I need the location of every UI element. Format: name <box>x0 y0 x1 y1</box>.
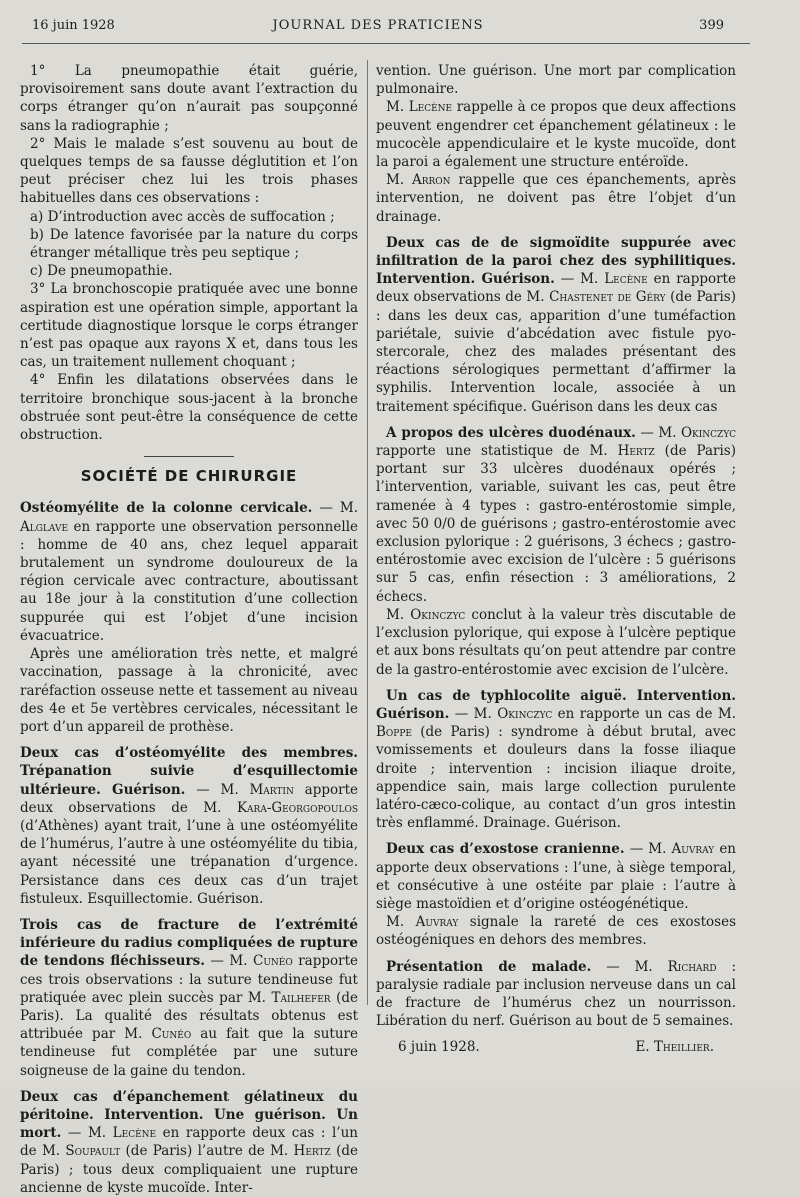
author-name: Alglave <box>20 518 69 535</box>
article-exostose <box>376 840 736 913</box>
article-title: A propos des ulcères duodénaux. <box>386 424 636 441</box>
signoff-author: E. Theillier. <box>635 1039 714 1056</box>
text: — M. <box>185 781 250 798</box>
signoff-date: 6 juin 1928. <box>398 1039 480 1056</box>
text: en rapporte un cas de M. <box>552 705 736 722</box>
author-name: Arron <box>412 172 451 189</box>
article-title: Deux cas d’épanchement gélatineux du péritoine. Intervention. Une guérison. Un mort. <box>20 1088 358 1142</box>
article-title: Un cas de typhlocolite aiguë. Intervention. Guérison. <box>376 687 736 722</box>
text: — M. <box>591 958 668 975</box>
article-osteomyelite-cervicale <box>20 499 358 645</box>
text: M. <box>386 914 416 931</box>
page-header <box>32 18 724 38</box>
header-rule <box>22 43 750 44</box>
author-name: Soupault <box>65 1143 121 1160</box>
text: M. <box>386 99 409 116</box>
paragraph <box>376 171 736 226</box>
left-column <box>20 62 358 1197</box>
author-name: Auvray <box>415 914 459 931</box>
author-name: Richard <box>667 958 717 975</box>
text: (de Paris). La qualité des résultats obtenus est attribuée par M. <box>20 989 358 1043</box>
text: — M. <box>204 953 253 970</box>
right-column <box>376 62 736 1057</box>
signoff <box>376 1038 736 1056</box>
article-title: Deux cas d’exostose cranienne. <box>386 841 625 858</box>
article-title: Deux cas de de sigmoïdite suppurée avec infiltration de la paroi chez des syphilitiques. Intervention. Guérison. <box>376 234 736 288</box>
author-name: Hertz <box>293 1143 331 1160</box>
paragraph: 1° La pneumopathie était guérie, provisoirement sans doute avant l’extraction du corps étranger qu’on n’aurait pas soupçonné sans la radiographie ; <box>20 63 358 134</box>
article-presentation-malade <box>376 958 736 1031</box>
text: rappelle à ce propos que deux affections peuvent engendrer cet épanchement gélatineux : le mucocèle appendiculaire et le kyste mucoïde, dont la paroi a également une structure entéroïde. <box>376 99 736 171</box>
text: : paralysie radiale par inclusion nerveuse dans un cal de fracture de l’humérus chez un nourrisson. Libération du nerf. Guérison au bout de 5 semaines. <box>376 958 736 1030</box>
article-osteomyelite-membres <box>20 744 358 908</box>
article-title: Deux cas d’ostéomyélite des membres. Trépanation suivie d’esquillectomie ultérieure. Guérison. <box>20 745 358 798</box>
author-name: Okinczyc <box>497 705 553 722</box>
text: — M. <box>312 500 358 517</box>
author-name: Lecène <box>604 271 648 288</box>
author-name: Auvray <box>671 841 715 858</box>
author-name: Martin <box>249 781 294 798</box>
article-typhlocolite <box>376 687 736 833</box>
article-sigmoidite <box>376 234 736 416</box>
author-name: Cunéo <box>151 1026 192 1043</box>
text: — M. <box>61 1125 113 1142</box>
paragraph: vention. Une guérison. Une mort par complication pulmonaire. <box>376 63 736 98</box>
section-title: SOCIÉTÉ DE CHIRURGIE <box>80 467 298 486</box>
text: rapporte une statistique de M. <box>376 443 618 460</box>
author-name: Tailhefer <box>271 989 331 1006</box>
text: (de Paris) : syndrome à début brutal, avec vomissements et douleurs dans la fosse iliaque droite ; intervention : incision iliaque droite, appendice sain, mais large collection purulente latéro-cæco-colique, au contact d’un gros intestin très enflammé. Drainage. Guérison. <box>376 724 736 832</box>
article-title: Ostéomyélite de la colonne cervicale. <box>20 500 313 517</box>
article-title: Trois cas de fracture de l’extrémité inférieure du radius compliquées de rupture de tendons fléchisseurs. <box>20 916 358 970</box>
text: en rapporte deux observations de M. <box>376 271 736 306</box>
paragraph: a) D’introduction avec accès de suffocation ; <box>30 208 335 225</box>
author-name: Okinczyc <box>680 424 736 441</box>
text: (de Paris) l’autre de M. <box>120 1143 294 1160</box>
author-name: Boppe <box>376 724 412 741</box>
section-rule <box>144 456 234 457</box>
text: en rapporte une observation personnelle : homme de 40 ans, chez lequel apparait brutalement un syndrome douloureux de la région cervicale avec contracture, aboutissant au 18e jour à la constitution d’une collection suppurée qui est l’objet d’une incision évacuatrice. <box>20 518 358 644</box>
paragraph <box>376 606 736 679</box>
paragraph: 2° Mais le malade s’est souvenu au bout de quelques temps de sa fausse déglutition et l’on peut préciser chez lui les trois phases habituelles dans ces observations : <box>20 135 358 207</box>
text: conclut à la valeur très discutable de l’exclusion pylorique, qui expose à l’ulcère peptique et aux bons résultats qu’on peut attendre par contre de la gastro-entérostomie avec excision de l’ulcère. <box>376 606 736 678</box>
header-page-number: 399 <box>699 18 724 33</box>
text: rappelle que ces épanchements, après intervention, ne doivent pas être l’objet d’un drainage. <box>376 172 736 225</box>
paragraph <box>376 98 736 171</box>
author-name: Lecène <box>408 99 453 116</box>
article-fracture-radius <box>20 916 358 1080</box>
article-epanchement-gelatineux <box>20 1088 358 1197</box>
paragraph: Après une amélioration très nette, et malgré vaccination, passage à la chronicité, avec raréfaction osseuse nette et tassement au niveau des 4e et 5e vertèbres cervicales, nécessitant le port d’un appareil de prothèse. <box>20 646 358 735</box>
text: — M. <box>449 705 498 722</box>
author-name: Hertz <box>617 443 655 460</box>
article-ulceres-duodenaux <box>376 424 736 606</box>
text: en rapporte deux cas : l’un de M. <box>20 1125 358 1160</box>
text: (d’Athènes) ayant trait, l’une à une ostéomyélite de l’humérus, l’autre à une ostéomyélite du tibia, ayant nécessité une trépanation d’urgence. Persistance dans ces deux cas d’un trajet fistuleux. Esquillectomie. Guérison. <box>20 817 358 907</box>
text: apporte deux observations de M. <box>20 781 359 816</box>
column-divider <box>367 60 368 1005</box>
text: (de Paris) ; tous deux compliquaient une rupture ancienne de kyste mucoïde. Inter- <box>20 1143 358 1196</box>
author-name: Okinczyc <box>410 606 466 623</box>
header-journal-title: JOURNAL DES PRATICIENS <box>272 18 484 33</box>
paragraph: b) De latence favorisée par la nature du corps étranger métallique très peu septique ; <box>30 226 358 262</box>
author-name: Chastenet de Géry <box>549 289 666 306</box>
paragraph: c) De pneumopathie. <box>30 263 173 280</box>
author-name: Kara-Georgopoulos <box>236 799 358 816</box>
author-name: Lecène <box>112 1125 157 1142</box>
text: M. <box>386 606 411 623</box>
text: au fait que la suture tendineuse fut complétée par une suture soigneuse de la gaine du tendon. <box>20 1026 358 1079</box>
text: rapporte ces trois observations : la suture tendineuse fut pratiquée avec plein succès par M. <box>20 953 358 1006</box>
text: signale la rareté de ces exostoses ostéogéniques en dehors des membres. <box>376 914 737 949</box>
text: — M. <box>554 271 605 288</box>
text: M. <box>386 172 412 189</box>
article-title: Présentation de malade. <box>386 958 592 975</box>
text: en apporte deux observations : l’une, à siège temporal, et consécutive à une ostéite par plaie : l’autre à siège mastoïdien et d’origine ostéogénétique. <box>376 841 737 912</box>
text: (de Paris) portant sur 33 ulcères duodénaux opérés ; l’intervention, variable, suivant les cas, peut être ramenée à 4 types : gastro-entérostomie simple, avec 50 0/0 de guérisons ; gastro-entérostomie avec exclusion pylorique : 2 guérisons, 3 échecs ; gastro-entérostomie avec excision de l’ulcère : 5 guérisons sur 5 cas, enfin résection : 3 améliorations, 2 échecs. <box>376 443 736 605</box>
author-name: Cunéo <box>252 953 293 970</box>
paragraph: 3° La bronchoscopie pratiquée avec une bonne aspiration est une opération simple, apportant la certitude diagnostique lorsque le corps étranger n’est pas opaque aux rayons X et, dans tous les cas, un traitement nullement choquant ; <box>20 281 358 371</box>
header-date: 16 juin 1928 <box>32 18 115 33</box>
text: — M. <box>624 841 672 858</box>
paragraph <box>376 913 736 949</box>
text: — M. <box>635 424 681 441</box>
text: (de Paris) : dans les deux cas, apparition d’une tuméfaction pariétale, suivie d’abcédation avec fistule pyo-stercorale, chez des malades présentant des réactions sérologiques permettant d’affirmer la syphilis. Intervention locale, associée à un traitement spécifique. Guérison dans les deux cas <box>376 289 736 415</box>
paragraph: 4° Enfin les dilatations observées dans le territoire bronchique sous-jacent à la bronche obstruée sont peut-être la conséquence de cette obstruction. <box>20 372 358 444</box>
